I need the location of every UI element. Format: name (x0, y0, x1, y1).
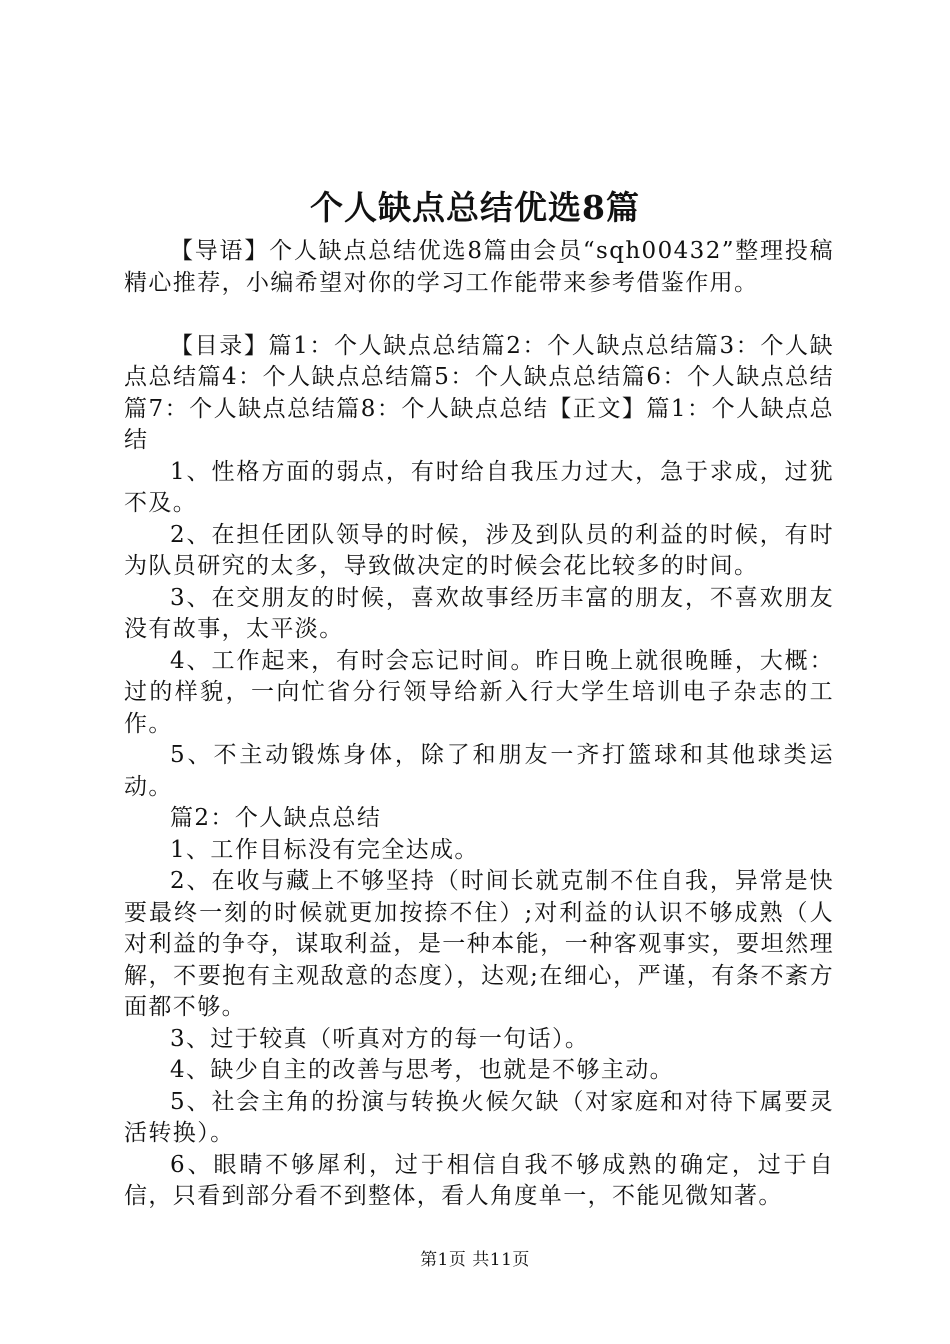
body-paragraph: 6、眼睛不够犀利，过于相信自我不够成熟的确定，过于自信，只看到部分看不到整体，看人角度单一，不能见微知著。 (124, 1151, 834, 1209)
toc-paragraph: 【目录】篇1：个人缺点总结篇2：个人缺点总结篇3：个人缺点总结篇4：个人缺点总结篇5：个人缺点总结篇6：个人缺点总结篇7：个人缺点总结篇8：个人缺点总结【正文】篇1：个人缺点总结 (124, 332, 834, 453)
intro-paragraph: 【导语】个人缺点总结优选8篇由会员“sqh00432”整理投稿精心推荐，小编希望对你的学习工作能带来参考借鉴作用。 (124, 238, 834, 296)
document-body (124, 236, 834, 1213)
body-paragraph: 5、社会主角的扮演与转换火候欠缺（对家庭和对待下属要灵活转换）。 (124, 1088, 834, 1146)
body-paragraph: 1、性格方面的弱点，有时给自我压力过大，急于求成，过犹不及。 (124, 458, 834, 516)
page-number-footer: 第1页 共11页 (420, 1250, 530, 1270)
body-paragraph: 1、工作目标没有完全达成。 (170, 836, 479, 863)
body-paragraph: 4、缺少自主的改善与思考，也就是不够主动。 (170, 1057, 675, 1083)
document-title: 个人缺点总结优选8篇 (310, 188, 640, 227)
body-paragraph: 4、工作起来，有时会忘记时间。昨日晚上就很晚睡，大概：过的样貌，一向忙省分行领导给新入行大学生培训电子杂志的工作。 (124, 647, 834, 737)
body-paragraph: 5、不主动锻炼身体，除了和朋友一齐打篮球和其他球类运动。 (124, 742, 834, 800)
body-paragraph: 2、在收与藏上不够坚持（时间长就克制不住自我，异常是快要最终一刻的时候就更加按捺不住）;对利益的认识不够成熟（人对利益的争夺，谋取利益，是一种本能，一种客观事实，要坦然理解，不要抱有主观敌意的态度），达观;在细心，严谨，有条不紊方面都不够。 (124, 868, 834, 1020)
body-paragraph: 3、在交朋友的时候，喜欢故事经历丰富的朋友，不喜欢朋友没有故事，太平淡。 (124, 584, 834, 642)
body-paragraph: 3、过于较真（听真对方的每一句话）。 (170, 1025, 590, 1052)
section-heading: 篇2：个人缺点总结 (170, 805, 382, 831)
body-paragraph: 2、在担任团队领导的时候，涉及到队员的利益的时候，有时为队员研究的太多，导致做决定的时候会花比较多的时间。 (124, 521, 834, 579)
